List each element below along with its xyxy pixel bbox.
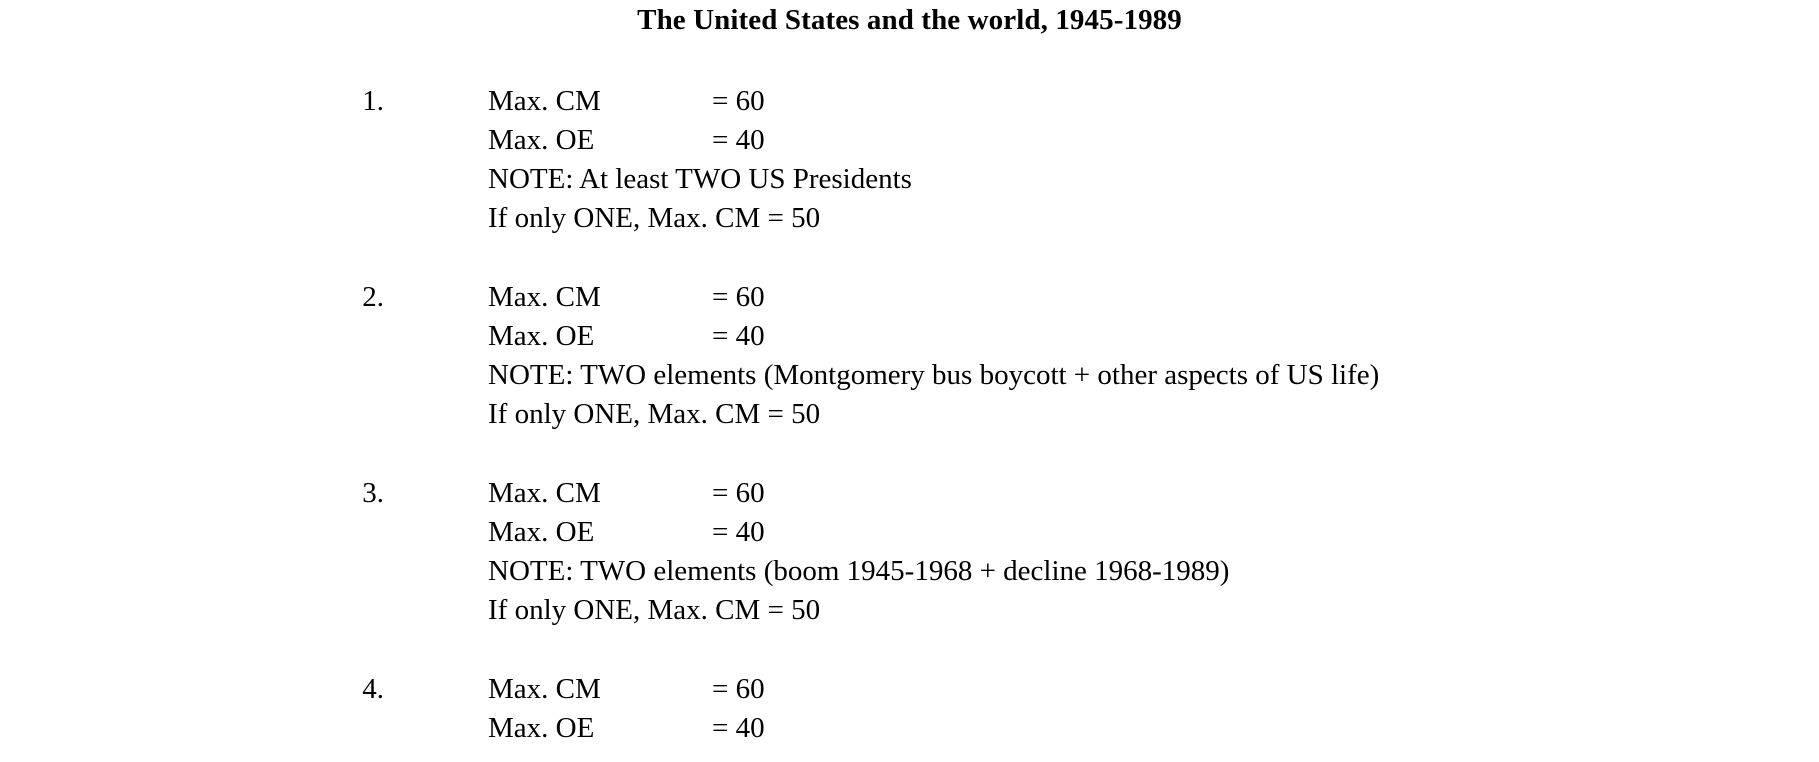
list-item: [0, 82, 1819, 238]
max-cm-value: = 60: [712, 281, 765, 314]
max-oe-row: [488, 513, 1819, 552]
max-cm-value: = 60: [712, 477, 765, 510]
marking-scheme-list: [0, 82, 1819, 748]
max-cm-value: = 60: [712, 85, 765, 118]
note-line: NOTE: TWO elements (boom 1945-1968 + decline 1968-1989): [488, 555, 1230, 588]
condition-line: If only ONE, Max. CM = 50: [488, 594, 821, 627]
condition-line: If only ONE, Max. CM = 50: [488, 202, 821, 235]
list-item: [0, 474, 1819, 630]
max-cm-label: Max. CM: [488, 281, 601, 314]
max-oe-row: [488, 709, 1819, 748]
max-oe-value: = 40: [712, 320, 765, 353]
max-oe-label: Max. OE: [488, 124, 595, 157]
note-line: NOTE: At least TWO US Presidents: [488, 163, 912, 196]
max-cm-label: Max. CM: [488, 85, 601, 118]
list-item: [0, 278, 1819, 434]
max-cm-row: [488, 474, 1819, 513]
max-cm-row: [488, 670, 1819, 709]
item-body: [488, 82, 1819, 238]
item-body: [488, 278, 1819, 434]
page-title: The United States and the world, 1945-1989: [637, 4, 1182, 36]
item-number: 2.: [362, 281, 384, 314]
condition-line: If only ONE, Max. CM = 50: [488, 398, 821, 431]
note-line: NOTE: TWO elements (Montgomery bus boycott + other aspects of US life): [488, 359, 1380, 392]
max-oe-value: = 40: [712, 516, 765, 549]
item-body: [488, 474, 1819, 630]
max-cm-label: Max. CM: [488, 477, 601, 510]
max-oe-label: Max. OE: [488, 320, 595, 353]
max-oe-value: = 40: [712, 712, 765, 745]
max-oe-row: [488, 317, 1819, 356]
item-number: 1.: [362, 85, 384, 118]
max-cm-value: = 60: [712, 673, 765, 706]
item-number: 3.: [362, 477, 384, 510]
max-oe-value: = 40: [712, 124, 765, 157]
list-item: [0, 670, 1819, 748]
max-cm-row: [488, 278, 1819, 317]
item-number: 4.: [362, 673, 384, 706]
max-cm-label: Max. CM: [488, 673, 601, 706]
max-oe-row: [488, 121, 1819, 160]
max-oe-label: Max. OE: [488, 516, 595, 549]
item-body: [488, 670, 1819, 748]
max-cm-row: [488, 82, 1819, 121]
max-oe-label: Max. OE: [488, 712, 595, 745]
